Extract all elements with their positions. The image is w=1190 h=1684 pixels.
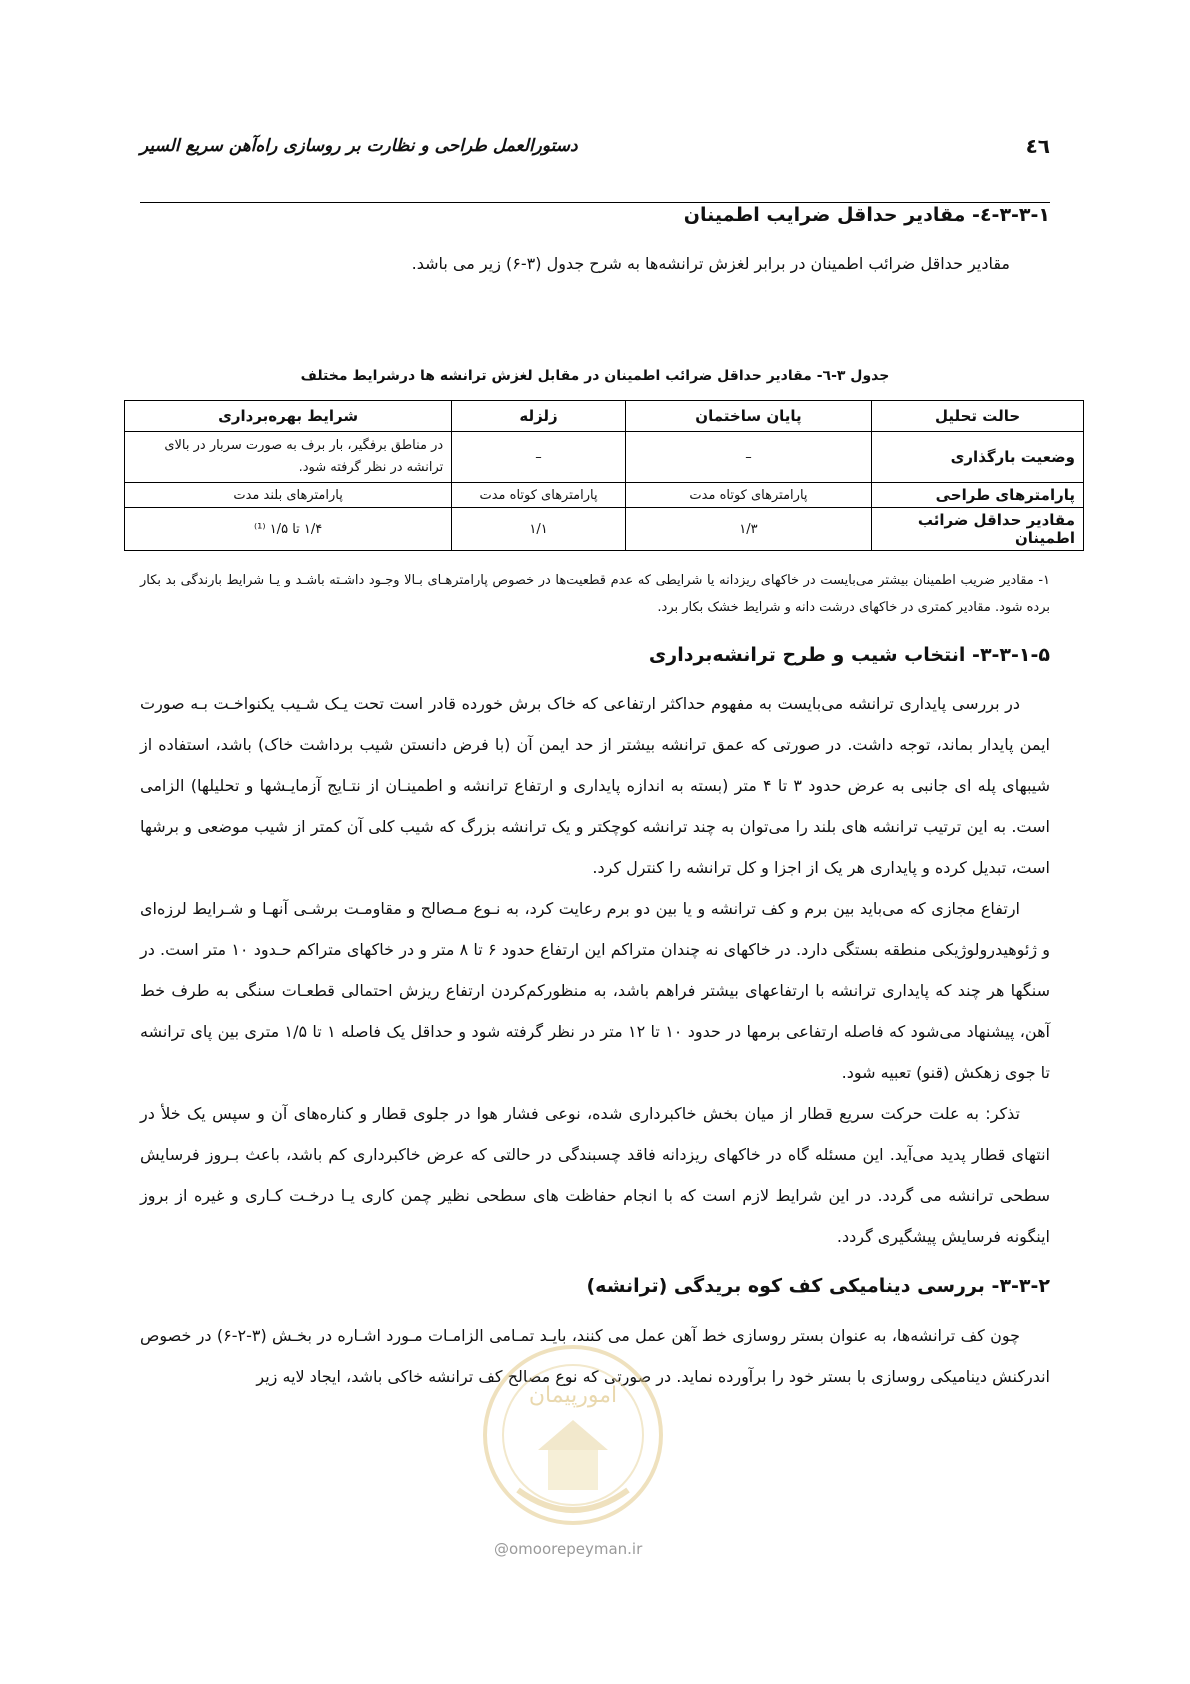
watermark-logo: [478, 1340, 668, 1560]
table-cell: ۱/۴ تا ۱/۵ ⁽¹⁾: [125, 508, 452, 551]
section-intro-text: مقادیر حداقل ضرائب اطمینان در برابر لغزش ترانشه‌ها به شرح جدول (۳-۶) زیر می باشد.: [411, 254, 1010, 273]
table-cell: –: [625, 432, 871, 483]
table-header-cell: حالت تحلیل: [872, 401, 1084, 432]
table-header-cell: زلزله: [452, 401, 626, 432]
body-paragraph: چون کف ترانشه‌ها، به عنوان بستر روسازی خط آهن عمل می کنند، بایـد تمـامی الزامـات مـورد اشـاره در بخـش (۳-۲-۶) در خصوص اندرکنش دینامیکی روسازی با بستر خود را برآورده نماید. در صورتی که نوع مصالح کف ترانشه خاکی باشد، ایجاد لایه زیر: [140, 1326, 1050, 1386]
table-row-label: مقادیر حداقل ضرائب اطمینان: [872, 508, 1084, 551]
watermark-url: @omoorepeyman.ir: [494, 1540, 643, 1558]
safety-factor-table: [124, 400, 1084, 551]
table-header-row: [125, 401, 1084, 432]
table-row: [125, 508, 1084, 551]
section-heading-safety-factors: ۳-۳-۱-٤- مقادیر حداقل ضرایب اطمینان: [683, 204, 1050, 226]
table-row-label: پارامترهای طراحی: [872, 483, 1084, 508]
table-cell: پارامترهای کوتاه مدت: [452, 483, 626, 508]
table-cell: –: [452, 432, 626, 483]
running-title: دستورالعمل طراحی و نظارت بر روسازی راه‌آهن سریع السیر: [140, 136, 578, 156]
header-divider: [140, 202, 1050, 203]
table-cell: در مناطق برفگیر، بار برف به صورت سربار در بالای ترانشه در نظر گرفته شود.: [125, 432, 452, 483]
table-cell: پارامترهای بلند مدت: [125, 483, 452, 508]
section-heading-dynamic-review: ۳-۳-۲- بررسی دینامیکی کف کوه بریدگی (ترانشه): [586, 1275, 1050, 1297]
table-cell: ۱/۱: [452, 508, 626, 551]
section-heading-slope-selection: ۳-۳-۱-۵- انتخاب شیب و طرح ترانشه‌برداری: [648, 644, 1050, 666]
table-footnote: ۱- مقادیر ضریب اطمینان بیشتر می‌بایست در خاکهای ریزدانه یا شرایطی که عدم قطعیت‌ها در خصوص پارامترهـای بـالا وجـود داشـته باشـد و یـا شرایط بارندگی بد بکار برده شود. مقادیر کمتری در خاکهای درشت دانه و شرایط خشک بکار برد.: [140, 573, 1050, 615]
table-row: [125, 483, 1084, 508]
table-cell: ۱/۳: [625, 508, 871, 551]
at-icon: @: [494, 1540, 509, 1558]
watermark-logo-text: امورپیمان: [528, 1383, 618, 1408]
page-header: [140, 128, 1050, 164]
table-header-cell: شرایط بهره‌برداری: [125, 401, 452, 432]
table-header-cell: پایان ساختمان: [625, 401, 871, 432]
table-cell: پارامترهای کوتاه مدت: [625, 483, 871, 508]
body-paragraph: در بررسی پایداری ترانشه می‌بایست به مفهوم حداکثر ارتفاعی که خاک برش خورده قادر است تحت یـک شـیب یکنواخـت بـه صورت ایمن پایدار بماند، توجه داشت. در صورتی که عمق ترانشه بیشتر از حد ایمن آن (با فرض دانستن شیب برداشت خاک) باشد، استفاده از شیبهای پله ای جانبی به عرض حدود ۳ تا ۴ متر (بسته به اندازه پایداری و ارتفاع ترانشه و اطمینـان از نتـایج آزمایـشها و تحلیلها) الزامی است. به این ترتیب ترانشه های بلند را می‌توان به چند ترانشه کوچکتر و یک ترانشه بزرگ که شیب کلی آن کمتر از شیب موضعی و برشها است، تبدیل کرده و پایداری هر یک از اجزا و کل ترانشه را کنترل کرد.: [140, 694, 1051, 877]
table-row: [125, 432, 1084, 483]
table-caption: جدول ۳-٦- مقادیر حداقل ضرائب اطمینان در مقابل لغزش ترانشه ها درشرایط مختلف: [300, 368, 890, 384]
body-paragraph: ارتفاع مجازی که می‌باید بین برم و کف ترانشه و یا بین دو برم رعایت کرد، به نـوع مـصالح و مقاومـت برشـی آنهـا و شـرایط لرزه‌ای و ژئوهیدرولوژیکی منطقه بستگی دارد. در خاکهای نه چندان متراکم این ارتفاع حدود ۶ تا ۸ متر و در خاکهای متراکم حـدود ۱۰ متر است. در سنگها هر چند که پایداری ترانشه با ارتفاعهای بیشتر فراهم باشد، به منظورکم‌کردن ارتفاع ریزش احتمالی قطعـات سنگی به طرف خط آهن، پیشنهاد می‌شود که فاصله ارتفاعی برمها در حدود ۱۰ تا ۱۲ متر در نظر گرفته شود و حداقل یک فاصله ۱ تا ۱/۵ متری بین پای ترانشه تا جوی زهکش (قنو) تعبیه شود.: [140, 899, 1051, 1082]
table-row-label: وضعیت بارگذاری: [872, 432, 1084, 483]
body-paragraph: تذکر: به علت حرکت سریع قطار از میان بخش خاکبرداری شده، نوعی فشار هوا در جلوی قطار و کناره‌های آن و سپس یک خلأ در انتهای قطار پدید می‌آید. این مسئله گاه در خاکهای ریزدانه فاقد چسبندگی در حالتی که عرض خاکبرداری کم باشد، باعث بـروز فرسایش سطحی ترانشه می گردد. در این شرایط لازم است که با انجام حفاظت های سطحی نظیر چمن کاری یـا درخـت کـاری و غیره از بروز اینگونه فرسایش پیشگیری گردد.: [140, 1104, 1050, 1246]
page-number: ٤٦: [1025, 134, 1050, 158]
